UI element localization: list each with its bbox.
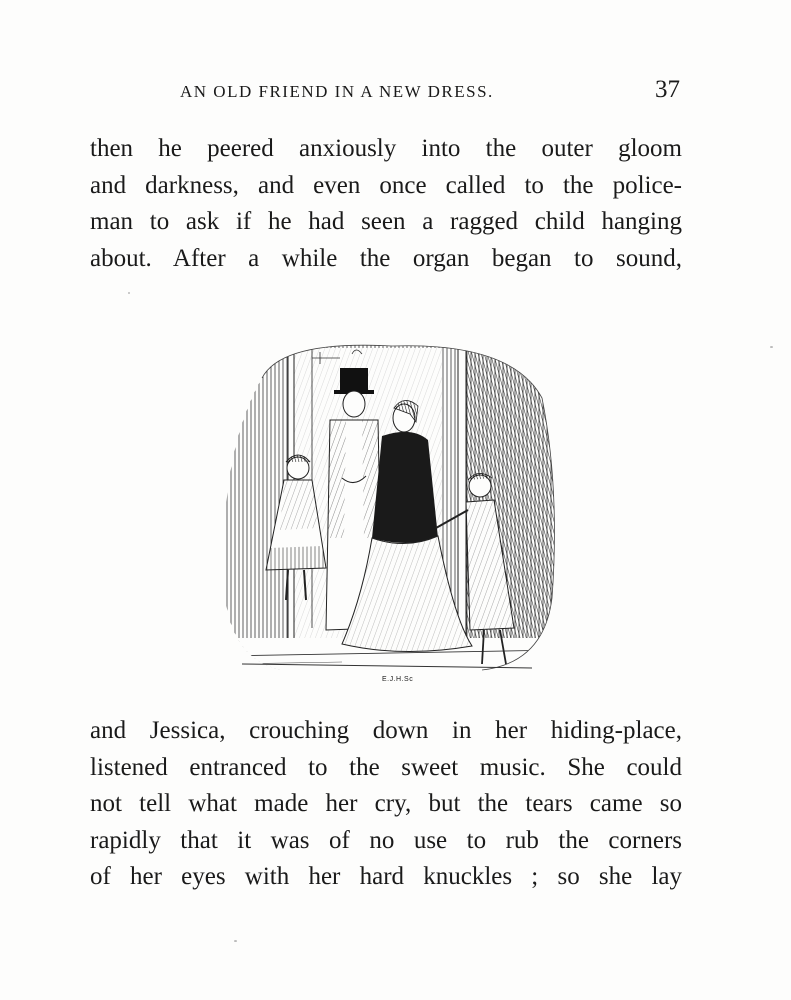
- text-line: of her eyes with her hard knuckles ; so she lay: [90, 863, 682, 890]
- engraving-church-door-scene-icon: [222, 338, 562, 698]
- page-number: 37: [655, 76, 680, 103]
- text-line: listened entranced to the sweet music. She could: [90, 753, 682, 781]
- text-line: and darkness, and even once called to the police-: [90, 171, 682, 199]
- text-line: rapidly that it was of no use to rub the corners: [90, 826, 682, 854]
- engraving-illustration: [222, 338, 562, 698]
- text-line: then he peered anxiously into the outer gloom: [90, 135, 682, 162]
- running-title: AN OLD FRIEND IN A NEW DRESS.: [180, 82, 494, 101]
- text-line: not tell what made her cry, but the tears came so: [90, 790, 682, 817]
- paper-speck: [128, 292, 130, 294]
- text-line: and Jessica, crouching down in her hiding-place,: [90, 717, 682, 744]
- text-line: man to ask if he had seen a ragged child hanging: [90, 208, 682, 235]
- body-text-bottom: [90, 713, 682, 896]
- engraver-signature: E.J.H.Sc: [382, 676, 414, 683]
- body-text-top: [90, 131, 682, 277]
- paper-speck: [234, 940, 237, 942]
- paper-speck: [770, 346, 773, 348]
- text-line: about. After a while the organ began to sound,: [90, 244, 682, 272]
- running-head: [90, 78, 680, 108]
